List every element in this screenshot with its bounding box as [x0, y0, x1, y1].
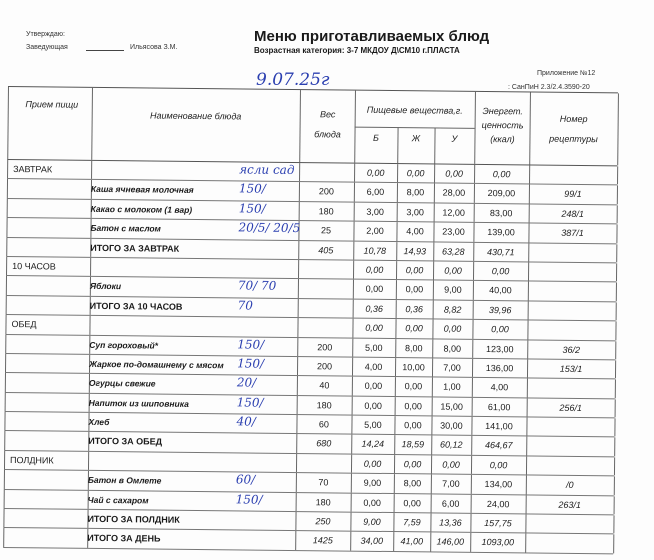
handwritten-note: 150/ — [237, 356, 265, 371]
cell-kcal: 430,71 — [486, 246, 515, 257]
handwritten-note: 60/ — [235, 472, 256, 487]
cell-u: 0,00 — [445, 168, 463, 179]
cell-weight: 40 — [319, 380, 330, 391]
cell-weight: 680 — [316, 438, 332, 449]
cell-recipe — [528, 266, 616, 267]
handwritten-note: 70/ 70 — [237, 278, 277, 294]
cell-zh: 8,00 — [403, 478, 422, 489]
cell-meal: ОБЕД — [11, 319, 37, 330]
cell-u: 7,00 — [442, 478, 460, 490]
cell-zh: 0,00 — [405, 323, 423, 334]
cell-weight — [298, 303, 353, 304]
cell-kcal: 209,00 — [487, 188, 516, 199]
cell-zh: 18,59 — [401, 439, 425, 450]
col-meal: Прием пищи — [25, 99, 79, 110]
cell-u: 12,00 — [442, 207, 466, 218]
cell-u: 30,00 — [440, 420, 463, 431]
cell-zh: 41,00 — [400, 536, 424, 547]
col-energy: Энергет. ценность (ккал) — [481, 105, 524, 145]
cell-kcal: 24,00 — [486, 498, 510, 509]
menu-table — [3, 86, 618, 554]
cell-meal: ЗАВТРАК — [13, 164, 53, 175]
cell-name: Батон в Омлете — [87, 475, 162, 486]
cell-kcal: 83,00 — [489, 207, 513, 219]
col-nutrients: Пищевые вещества,г. — [366, 104, 463, 116]
col-weight: Вес блюда — [314, 109, 341, 140]
cell-b: 5,00 — [364, 419, 382, 431]
cell-name: Яблоки — [89, 281, 122, 292]
cell-b: 0,36 — [365, 303, 384, 314]
col-name: Наименование блюда — [149, 110, 242, 122]
cell-weight: 25 — [320, 225, 332, 236]
cell-b: 9,00 — [363, 477, 382, 489]
cell-kcal: 39,96 — [488, 304, 512, 316]
handwritten-note: 150/ — [236, 395, 264, 410]
cell-u: 0,00 — [442, 459, 460, 470]
cell-b: 0,00 — [366, 167, 385, 178]
cell-zh: 3,00 — [406, 206, 425, 218]
cell-u: 63,28 — [441, 246, 465, 257]
cell-u: 23,00 — [442, 226, 465, 237]
cell-weight: 180 — [315, 496, 331, 508]
cell-zh: 0,00 — [404, 400, 422, 412]
cell-recipe: 36/2 — [562, 344, 581, 355]
cell-b: 14,24 — [361, 439, 385, 450]
handwritten-note: ясли сад — [239, 162, 295, 178]
cell-b: 0,00 — [364, 381, 383, 392]
cell-weight: 200 — [317, 361, 333, 372]
cell-weight: 250 — [315, 516, 331, 527]
cell-zh: 10,00 — [402, 362, 425, 373]
cell-name: ИТОГО ЗА ЗАВТРАК — [90, 242, 180, 254]
cell-zh: 7,59 — [403, 517, 421, 528]
cell-meal: 10 ЧАСОВ — [12, 261, 56, 272]
cell-name: ИТОГО ЗА ОБЕД — [88, 436, 163, 448]
cell-recipe — [528, 247, 616, 248]
cell-name: Каша ячневая молочная — [90, 184, 194, 196]
cell-recipe — [525, 518, 613, 519]
cell-recipe — [527, 383, 615, 384]
cell-zh: 4,00 — [406, 226, 424, 237]
handwritten-date: 9.07.25г — [256, 70, 330, 90]
page-subtitle: Возрастная категория: 3-7 МКДОУ Д\СМ10 г.ПЛАСТА — [254, 46, 460, 55]
cell-recipe: /0 — [566, 480, 574, 491]
cell-kcal: 464,67 — [484, 440, 513, 451]
col-recipe: Номер рецептуры — [549, 113, 598, 145]
cell-kcal: 157,75 — [484, 518, 512, 529]
cell-u: 0,00 — [444, 265, 462, 276]
signature-line — [86, 50, 124, 51]
cell-recipe: 248/1 — [561, 208, 585, 219]
cell-b: 0,00 — [363, 458, 382, 469]
handwritten-note: 150/ — [237, 336, 265, 352]
cell-name: Жаркое по-домашнему с мясом — [89, 358, 224, 371]
handwritten-note: 20/ — [236, 375, 257, 390]
cell-zh: 0,00 — [406, 168, 425, 179]
table-body — [3, 160, 617, 554]
cell-weight — [298, 322, 353, 323]
cell-u: 60,12 — [439, 440, 463, 451]
cell-kcal: 134,00 — [484, 479, 513, 490]
cell-name: ИТОГО ЗА ДЕНЬ — [87, 533, 161, 545]
cell-recipe — [526, 460, 614, 461]
cell-b: 0,00 — [364, 400, 382, 411]
cell-weight: 180 — [318, 206, 334, 217]
cell-recipe — [528, 325, 616, 326]
cell-kcal: 4,00 — [490, 382, 509, 393]
cell-recipe: 99/1 — [564, 189, 582, 200]
cell-kcal: 0,00 — [492, 169, 511, 180]
position-label: Заведующая — [26, 44, 68, 51]
handwritten-note: 40/ — [236, 414, 256, 429]
cell-name: Огурцы свежие — [88, 378, 156, 389]
cell-weight — [296, 458, 351, 459]
cell-name: Чай с сахаром — [87, 494, 149, 506]
cell-zh: 0,00 — [404, 420, 422, 431]
cell-kcal: 123,00 — [485, 343, 514, 354]
cell-recipe: 387/1 — [561, 227, 584, 239]
cell-kcal: 40,00 — [489, 285, 512, 296]
cell-weight: 200 — [318, 186, 334, 197]
cell-kcal: 136,00 — [485, 362, 514, 374]
cell-name: Напиток из шиповника — [88, 397, 189, 409]
cell-u: 1,00 — [443, 381, 461, 393]
table-header — [7, 86, 618, 166]
cell-b: 2,00 — [366, 225, 384, 237]
cell-b: 4,00 — [364, 361, 383, 372]
cell-b: 0,00 — [365, 284, 384, 295]
cell-kcal: 0,00 — [491, 324, 509, 335]
cell-b: 6,00 — [366, 187, 385, 198]
cell-b: 9,00 — [363, 516, 381, 527]
cell-kcal: 141,00 — [485, 421, 513, 432]
cell-b: 3,00 — [366, 206, 385, 217]
col-zh: Ж — [411, 133, 421, 144]
cell-u: 146,00 — [436, 536, 465, 548]
appendix-label: Приложение №12 — [537, 70, 596, 77]
handwritten-note: 150/ — [238, 181, 266, 197]
cell-zh: 14,93 — [403, 245, 427, 256]
cell-u: 8,00 — [443, 343, 462, 354]
cell-u: 6,00 — [441, 498, 460, 509]
cell-recipe — [528, 305, 616, 306]
cell-b: 0,00 — [365, 322, 383, 334]
cell-recipe — [525, 538, 613, 539]
cell-recipe — [527, 422, 615, 423]
handwritten-note: 70 — [237, 298, 254, 313]
cell-u: 28,00 — [442, 187, 466, 199]
cell-b: 0,00 — [363, 497, 381, 508]
cell-zh: 0,00 — [405, 265, 424, 276]
sanpin-label: : СанПиН 2.3/2.4.3590-20 — [508, 84, 590, 91]
cell-u: 8,82 — [443, 304, 462, 315]
cell-weight: 1425 — [312, 535, 333, 546]
handwritten-note: 20/5/ 20/5 — [238, 220, 301, 236]
cell-zh: 0,00 — [404, 381, 423, 392]
cell-name: Батон с маслом — [90, 223, 161, 234]
cell-zh: 8,00 — [404, 342, 423, 353]
cell-weight — [299, 167, 354, 168]
cell-weight: 180 — [316, 399, 332, 411]
cell-weight: 200 — [317, 341, 333, 352]
cell-u: 0,00 — [443, 323, 462, 334]
handwritten-note: 150/ — [238, 201, 266, 216]
cell-kcal: 1093,00 — [481, 537, 515, 548]
cell-recipe — [529, 169, 617, 170]
cell-zh: 0,00 — [405, 284, 424, 295]
cell-kcal: 61,00 — [487, 401, 511, 412]
cell-weight: 405 — [318, 244, 334, 255]
cell-weight: 70 — [318, 477, 329, 488]
col-b: Б — [372, 132, 379, 143]
cell-b: 0,00 — [365, 264, 384, 275]
cell-name: Хлеб — [88, 416, 110, 428]
col-u: У — [451, 133, 458, 144]
cell-zh: 0,00 — [403, 497, 421, 508]
cell-recipe — [526, 441, 614, 442]
cell-weight — [298, 264, 353, 265]
cell-b: 34,00 — [360, 536, 384, 547]
cell-b: 10,78 — [363, 245, 387, 256]
cell-weight: 60 — [318, 419, 330, 430]
cell-recipe: 263/1 — [558, 499, 581, 510]
cell-u: 9,00 — [444, 284, 462, 296]
cell-zh: 0,00 — [403, 459, 422, 470]
cell-recipe: 153/1 — [559, 363, 583, 374]
page-title: Меню приготавливаемых блюд — [254, 28, 490, 45]
cell-recipe — [528, 286, 616, 287]
cell-meal: ПОЛДНИК — [10, 454, 54, 466]
cell-u: 7,00 — [443, 362, 461, 373]
signer-name: Ильясова З.М. — [130, 44, 178, 51]
cell-kcal: 0,00 — [489, 459, 508, 471]
handwritten-note: 150/ — [235, 492, 263, 507]
cell-weight — [298, 283, 353, 284]
cell-name: Суп гороховый* — [89, 339, 159, 351]
cell-kcal: 139,00 — [487, 227, 515, 238]
cell-name: Какао с молоком (1 вар) — [90, 203, 193, 215]
cell-zh: 0,36 — [405, 303, 424, 315]
approve-label: Утверждаю: — [26, 31, 65, 38]
cell-u: 15,00 — [440, 401, 463, 412]
cell-u: 13,36 — [439, 517, 462, 528]
cell-kcal: 0,00 — [491, 266, 510, 277]
cell-name: ИТОГО ЗА ПОЛДНИК — [87, 513, 180, 525]
cell-name: ИТОГО ЗА 10 ЧАСОВ — [89, 300, 183, 312]
cell-zh: 8,00 — [406, 187, 425, 198]
cell-recipe: 256/1 — [559, 402, 582, 413]
cell-b: 5,00 — [364, 342, 383, 353]
